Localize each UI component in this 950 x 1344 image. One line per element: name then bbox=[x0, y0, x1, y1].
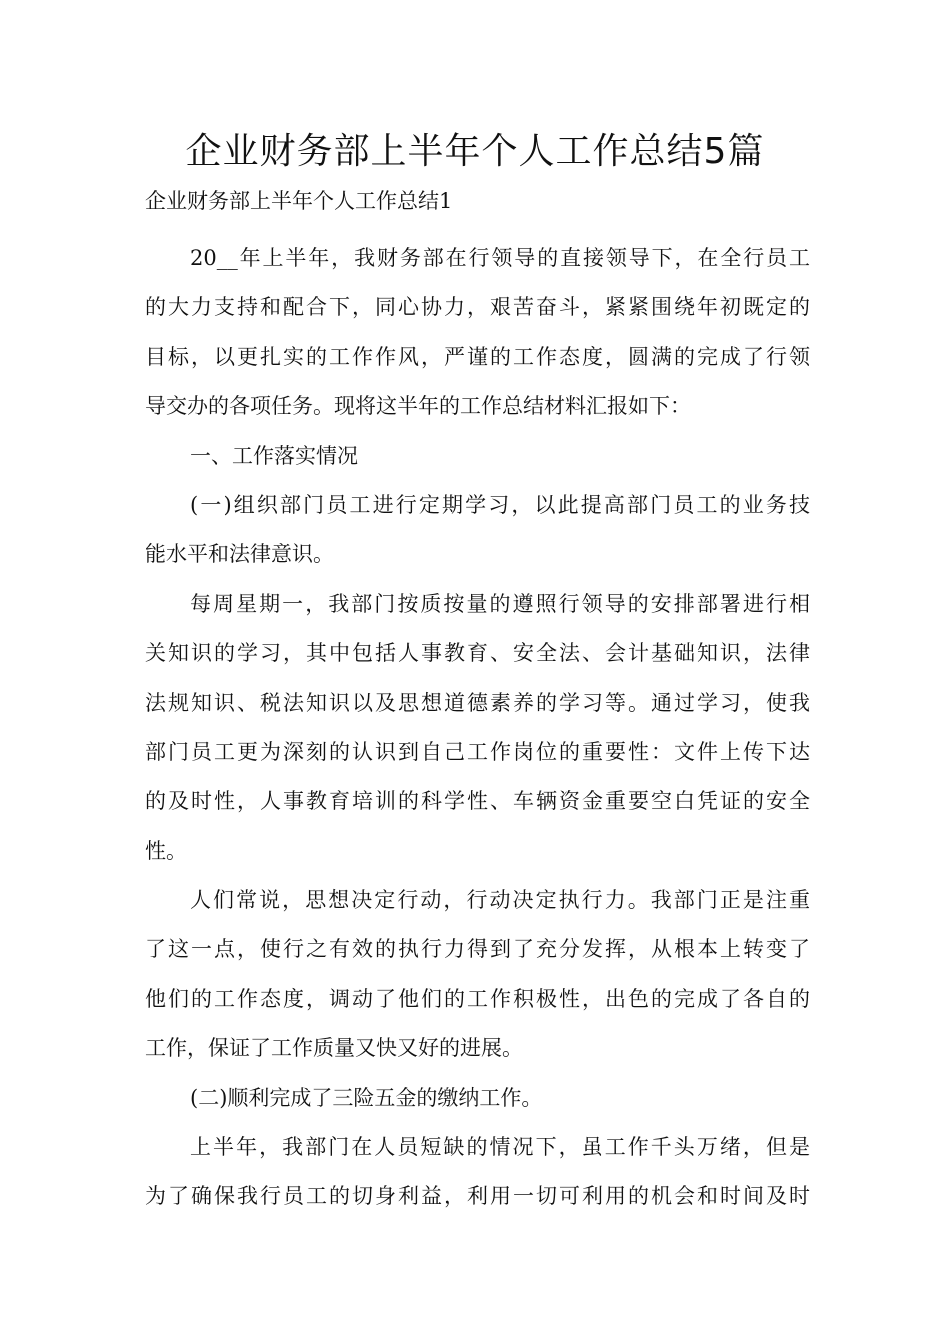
paragraph-line: 的大力支持和配合下，同心协力，艰苦奋斗，紧紧围绕年初既定的 bbox=[145, 295, 810, 320]
paragraph-line: 关知识的学习，其中包括人事教育、安全法、会计基础知识，法律 bbox=[145, 641, 810, 666]
paragraph bbox=[145, 580, 810, 876]
paragraph-line: 目标，以更扎实的工作作风，严谨的工作态度，圆满的完成了行领 bbox=[145, 344, 810, 369]
paragraph bbox=[145, 876, 810, 1074]
paragraph-line: 的及时性，人事教育培训的科学性、车辆资金重要空白凭证的安全 bbox=[145, 789, 810, 814]
paragraph-line: 工作，保证了工作质量又快又好的进展。 bbox=[145, 1036, 523, 1061]
paragraph-line: 为了确保我行员工的切身利益，利用一切可利用的机会和时间及时 bbox=[145, 1184, 810, 1209]
paragraph-line: 能水平和法律意识。 bbox=[145, 542, 334, 567]
paragraph-line: 每周星期一，我部门按质按量的遵照行领导的安排部署进行相 bbox=[190, 591, 810, 616]
paragraph-line: 法规知识、税法知识以及思想道德素养的学习等。通过学习，使我 bbox=[145, 690, 810, 715]
paragraph-line: (一)组织部门员工进行定期学习，以此提高部门员工的业务技 bbox=[190, 492, 810, 517]
section-heading: 企业财务部上半年个人工作总结1 bbox=[145, 189, 453, 213]
paragraph-line: (二)顺利完成了三险五金的缴纳工作。 bbox=[190, 1085, 543, 1110]
paragraph bbox=[145, 1123, 810, 1222]
paragraph bbox=[145, 1074, 810, 1123]
paragraph-line: 人们常说，思想决定行动，行动决定执行力。我部门正是注重 bbox=[190, 888, 810, 913]
paragraph-line: 一、工作落实情况 bbox=[190, 443, 358, 468]
paragraph bbox=[145, 481, 810, 580]
paragraph bbox=[145, 432, 810, 481]
paragraph-line: 20__年上半年，我财务部在行领导的直接领导下，在全行员工 bbox=[190, 246, 810, 270]
paragraph-line: 了这一点，使行之有效的执行力得到了充分发挥，从根本上转变了 bbox=[145, 937, 810, 962]
paragraph-line: 部门员工更为深刻的认识到自己工作岗位的重要性：文件上传下达 bbox=[145, 739, 810, 764]
paragraph-line: 他们的工作态度，调动了他们的工作积极性，出色的完成了各自的 bbox=[145, 986, 810, 1011]
paragraph-line: 性。 bbox=[145, 838, 187, 863]
paragraph bbox=[145, 234, 810, 432]
document-title: 企业财务部上半年个人工作总结5篇 bbox=[185, 131, 765, 172]
paragraph-line: 导交办的各项任务。现将这半年的工作总结材料汇报如下： bbox=[145, 394, 691, 419]
paragraph-line: 上半年，我部门在人员短缺的情况下，虽工作千头万绪，但是 bbox=[190, 1135, 810, 1160]
document-body bbox=[145, 234, 810, 1222]
